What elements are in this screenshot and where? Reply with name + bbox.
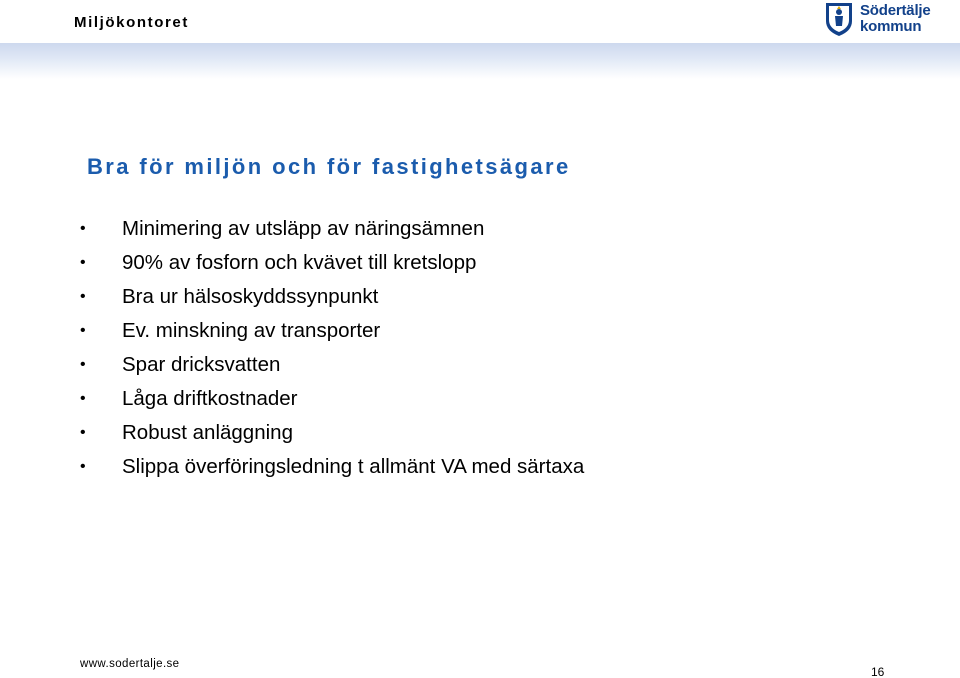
- bullet-dot-icon: •: [80, 424, 86, 441]
- bullet-text: Låga driftkostnader: [122, 387, 298, 410]
- bullet-dot-icon: •: [80, 220, 86, 237]
- slide-title: Bra för miljön och för fastighetsägare: [87, 154, 571, 179]
- department-label: Miljökontoret: [74, 14, 189, 31]
- coat-of-arms-icon: [824, 1, 854, 37]
- bullet-dot-icon: •: [80, 458, 86, 475]
- bullet-text: 90% av fosforn och kvävet till kretslopp: [122, 251, 477, 274]
- bullet-text: Ev. minskning av transporter: [122, 319, 381, 342]
- bullet-dot-icon: •: [80, 254, 86, 271]
- bullet-dot-icon: •: [80, 322, 86, 339]
- page-number: 16: [871, 665, 885, 678]
- bullet-text: Bra ur hälsoskyddssynpunkt: [122, 285, 379, 308]
- sodertalje-logo: [822, 0, 952, 40]
- bullet-dot-icon: •: [80, 356, 86, 373]
- logo-line2: kommun: [860, 18, 922, 35]
- bullet-text: Minimering av utsläpp av näringsämnen: [122, 217, 485, 240]
- bullet-text: Robust anläggning: [122, 421, 293, 444]
- bullet-dot-icon: •: [80, 288, 86, 305]
- header-bar: [0, 43, 960, 79]
- bullet-text: Spar dricksvatten: [122, 353, 281, 376]
- bullet-dot-icon: •: [80, 390, 86, 407]
- bullet-text: Slippa överföringsledning t allmänt VA med särtaxa: [122, 455, 585, 478]
- logo-line1: Södertälje: [860, 2, 931, 19]
- footer-url-link[interactable]: www.sodertalje.se: [80, 658, 180, 670]
